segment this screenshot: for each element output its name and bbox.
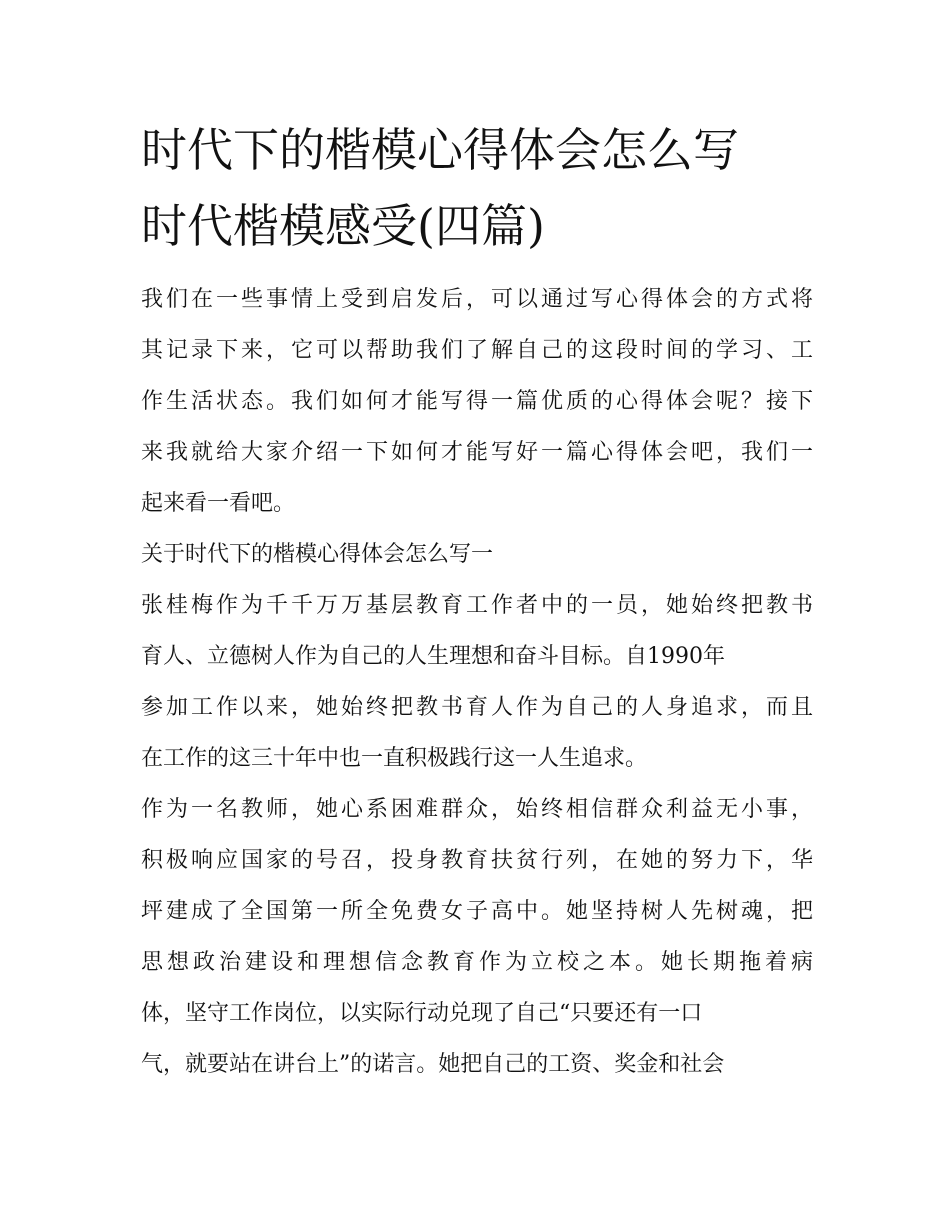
text-line: 张桂梅作为千千万万基层教育工作者中的一员，她始终把教书 (141, 593, 813, 618)
text-line: 气，就要站在讲台上”的诺言。她把自己的工资、奖金和社会 (141, 1052, 725, 1077)
text-line: 积极响应国家的号召，投身教育扶贫行列，在她的努力下，华 (141, 848, 813, 873)
title-line-1: 时代下的楷模心得体会怎么写 (141, 123, 739, 177)
text-line: 我们在一些事情上受到启发后，可以通过写心得体会的方式将 (141, 287, 813, 312)
title-line-2: 时代楷模感受(四篇) (141, 199, 545, 253)
text-line: 育人、立德树人作为自己的人生理想和奋斗目标。自1990年 (141, 644, 725, 669)
text-line: 作为一名教师，她心系困难群众，始终相信群众利益无小事， (141, 797, 813, 822)
text-line: 其记录下来，它可以帮助我们了解自己的这段时间的学习、工 (141, 338, 813, 363)
text-line: 体，坚守工作岗位，以实际行动兑现了自己“只要还有一口 (141, 1001, 703, 1026)
document-body (141, 274, 813, 1090)
text-line: 起来看一看吧。 (141, 491, 296, 516)
document-page (141, 112, 813, 1090)
document-title (141, 112, 813, 264)
text-line: 关于时代下的楷模心得体会怎么写一 (141, 542, 494, 567)
text-line: 作生活状态。我们如何才能写得一篇优质的心得体会呢？接下 (141, 389, 813, 414)
text-line: 在工作的这三十年中也一直积极践行这一人生追求。 (141, 746, 648, 771)
text-line: 思想政治建设和理想信念教育作为立校之本。她长期拖着病 (141, 950, 813, 975)
text-line: 来我就给大家介绍一下如何才能写好一篇心得体会吧，我们一 (141, 440, 813, 465)
text-line: 参加工作以来，她始终把教书育人作为自己的人身追求，而且 (141, 695, 813, 720)
text-line: 坪建成了全国第一所全免费女子高中。她坚持树人先树魂，把 (141, 899, 813, 924)
